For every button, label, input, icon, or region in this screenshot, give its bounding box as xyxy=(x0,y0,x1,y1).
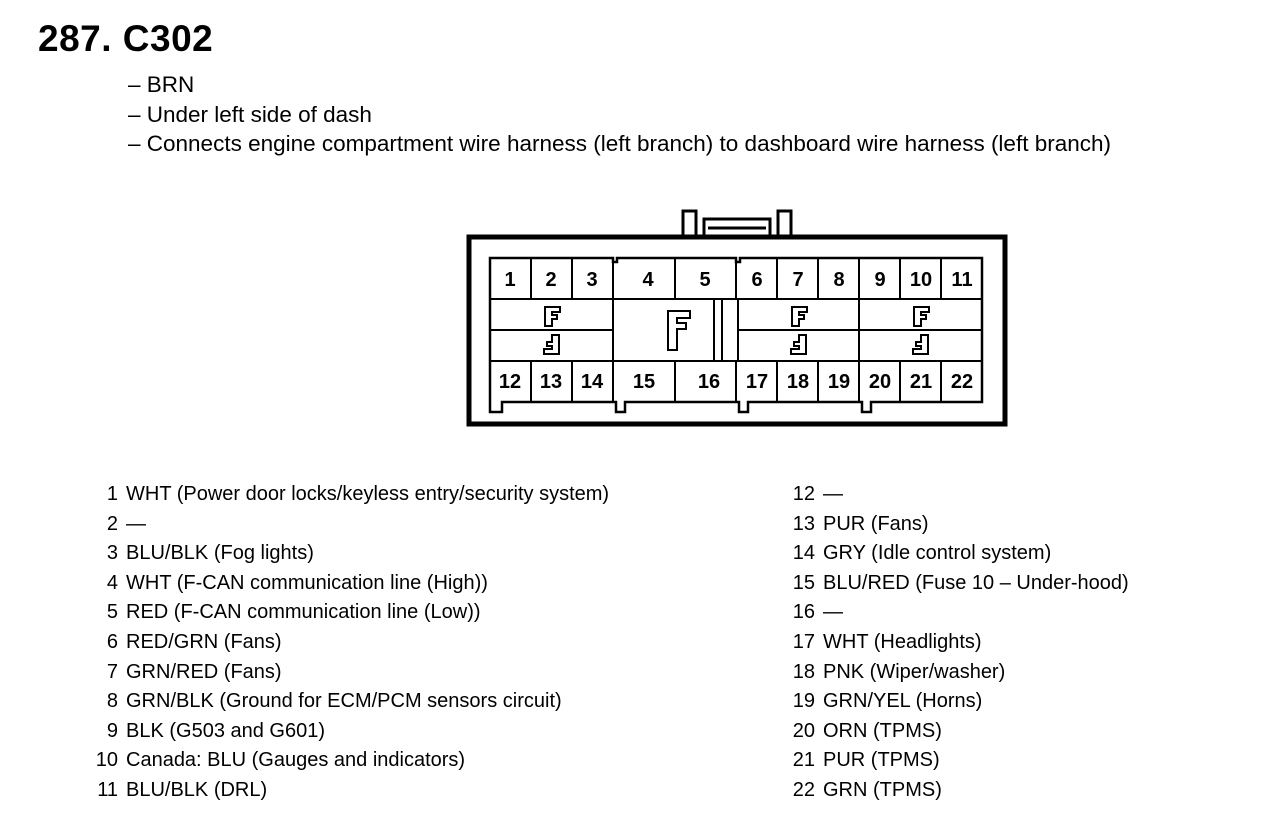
pin-description: PUR (TPMS) xyxy=(823,749,940,772)
pin-description: Canada: BLU (Gauges and indicators) xyxy=(126,749,466,772)
pin-label: 4 xyxy=(642,269,654,291)
pin-description: — xyxy=(126,512,146,535)
pin-row xyxy=(785,628,982,658)
pin-description: BLK (G503 and G601) xyxy=(126,719,326,742)
pin-label: 7 xyxy=(792,269,804,291)
pin-number: 14 xyxy=(792,542,815,565)
pin-description: — xyxy=(823,483,843,505)
pin-label: 14 xyxy=(580,371,604,393)
pin-description: WHT (F-CAN communication line (High)) xyxy=(126,571,488,594)
pin-label: 2 xyxy=(545,269,557,291)
pin-row xyxy=(88,776,268,806)
connector-latch xyxy=(683,211,791,238)
pin-label: 9 xyxy=(874,269,886,291)
pin-number: 9 xyxy=(106,719,118,742)
pin-description: BLU/BLK (Fog lights) xyxy=(126,542,314,565)
pin-row xyxy=(785,658,1006,688)
pin-number: 16 xyxy=(792,601,815,624)
pin-number: 1 xyxy=(106,483,118,505)
pin-row xyxy=(88,598,481,628)
pin-description: BLU/RED (Fuse 10 – Under-hood) xyxy=(823,571,1129,594)
pin-description: ORN (TPMS) xyxy=(823,719,942,742)
pin-number: 12 xyxy=(792,483,815,505)
pin-label: 3 xyxy=(586,269,598,291)
pin-number: 17 xyxy=(792,630,815,653)
pin-number: 15 xyxy=(792,571,815,594)
pin-description: RED (F-CAN communication line (Low)) xyxy=(126,601,481,624)
pin-number: 20 xyxy=(792,719,815,742)
pin-description: GRN/BLK (Ground for ECM/PCM sensors circuit) xyxy=(126,690,562,713)
pin-number: 11 xyxy=(97,778,118,801)
pin-number: 19 xyxy=(792,690,815,713)
pin-description: GRN (TPMS) xyxy=(823,778,942,801)
pin-list-left xyxy=(88,480,610,806)
pin-label: 16 xyxy=(697,371,721,393)
pin-row xyxy=(88,746,466,776)
pin-row xyxy=(88,510,146,540)
pin-row xyxy=(785,598,843,628)
pin-number: 4 xyxy=(106,571,118,594)
pin-label: 17 xyxy=(745,371,769,393)
info-color: – BRN xyxy=(128,72,195,97)
pin-row xyxy=(88,569,488,599)
pin-number: 6 xyxy=(106,630,118,653)
pin-number: 21 xyxy=(792,749,815,772)
pin-label: 18 xyxy=(786,371,810,393)
pin-row xyxy=(88,628,282,658)
pin-label: 8 xyxy=(833,269,845,291)
pin-description: WHT (Power door locks/keyless entry/security system) xyxy=(126,483,610,505)
pin-list-right xyxy=(785,480,1129,806)
pin-description: GRY (Idle control system) xyxy=(823,542,1052,565)
pin-number: 5 xyxy=(106,601,118,624)
pin-row xyxy=(88,658,282,688)
page-title: 287. C302 xyxy=(38,18,214,59)
pin-number: 18 xyxy=(792,660,815,683)
pin-description: GRN/YEL (Horns) xyxy=(823,690,983,713)
pin-description: GRN/RED (Fans) xyxy=(126,660,282,683)
pin-description: BLU/BLK (DRL) xyxy=(126,778,268,801)
pin-row xyxy=(785,539,1052,569)
pin-row xyxy=(785,510,929,540)
info-location: – Under left side of dash xyxy=(128,101,372,127)
pin-description: RED/GRN (Fans) xyxy=(126,630,282,653)
pin-label: 13 xyxy=(539,371,563,393)
pin-number: 10 xyxy=(95,749,118,772)
pin-row xyxy=(88,717,326,747)
pin-label: 22 xyxy=(950,371,974,393)
pin-description: WHT (Headlights) xyxy=(823,630,982,653)
pin-label: 19 xyxy=(827,371,851,393)
pin-number: 22 xyxy=(792,778,815,801)
pin-label: 10 xyxy=(909,269,933,291)
pin-number: 3 xyxy=(106,542,118,565)
pin-description: PUR (Fans) xyxy=(823,512,929,535)
pin-row xyxy=(785,687,983,717)
pin-row xyxy=(785,717,942,747)
pin-number: 7 xyxy=(106,660,118,683)
info-connects: – Connects engine compartment wire harness (left branch) to dashboard wire harness (left branch) xyxy=(128,131,1111,156)
pin-label: 21 xyxy=(909,371,933,393)
pin-row xyxy=(785,569,1129,599)
pin-row xyxy=(785,480,843,510)
pin-label: 20 xyxy=(868,371,892,393)
pin-row xyxy=(88,539,314,569)
pin-label: 5 xyxy=(699,269,711,291)
pin-row xyxy=(785,776,942,806)
pin-number: 13 xyxy=(792,512,815,535)
pin-description: — xyxy=(823,601,843,624)
pin-label: 12 xyxy=(498,371,522,393)
pin-description: PNK (Wiper/washer) xyxy=(823,660,1006,683)
pin-label: 6 xyxy=(751,269,763,291)
pin-row xyxy=(88,687,562,717)
pin-label: 1 xyxy=(504,269,516,291)
pin-label: 11 xyxy=(951,269,973,291)
pin-number: 8 xyxy=(106,690,118,713)
pin-row xyxy=(785,746,940,776)
pin-label: 15 xyxy=(632,371,656,393)
pin-row xyxy=(88,480,610,510)
pin-number: 2 xyxy=(106,512,118,535)
